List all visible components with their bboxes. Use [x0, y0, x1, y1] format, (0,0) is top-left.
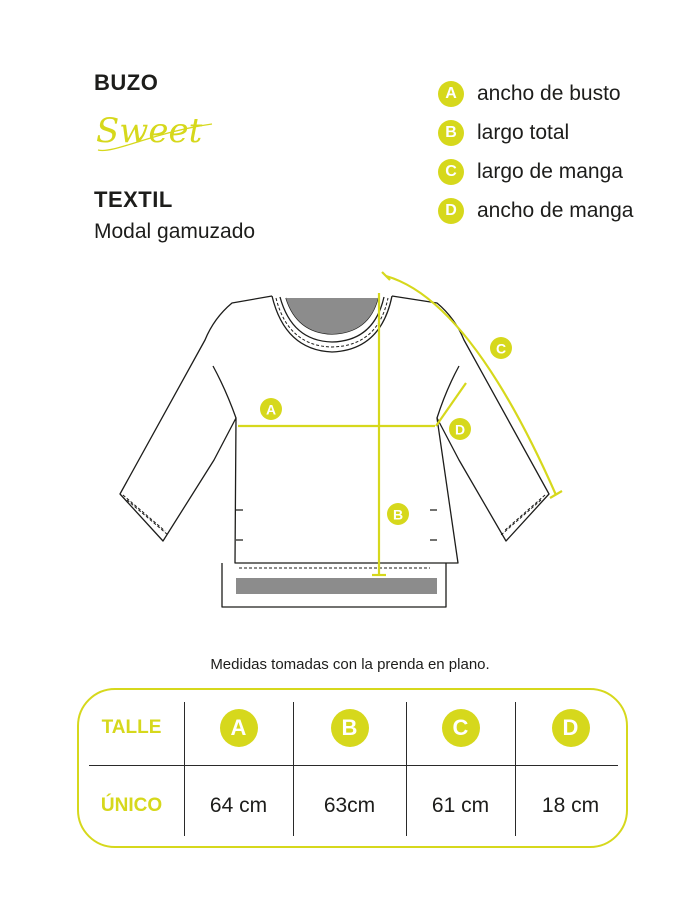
letter-badge-icon: D	[552, 709, 590, 747]
model-name-text: Sweet	[96, 111, 203, 151]
legend-item	[438, 74, 633, 113]
legend-label: largo de manga	[477, 159, 623, 183]
value-c: 61 cm	[431, 793, 490, 817]
measurement-legend	[438, 74, 633, 230]
legend-item	[438, 152, 633, 191]
marker-b	[387, 503, 409, 525]
legend-label: ancho de manga	[477, 198, 634, 222]
column-header	[293, 690, 406, 765]
measurement-lines	[238, 272, 562, 575]
svg-text:B: B	[392, 506, 404, 523]
column-header	[184, 690, 293, 765]
svg-text:D: D	[454, 421, 466, 438]
letter-badge-icon: A	[220, 709, 258, 747]
garment-diagram	[0, 260, 700, 620]
legend-item	[438, 191, 633, 230]
column-header	[406, 690, 515, 765]
legend-item	[438, 113, 633, 152]
value-d: 18 cm	[541, 793, 600, 817]
model-name-script	[94, 102, 224, 164]
hem-band	[236, 578, 437, 594]
value-b: 63cm	[323, 793, 376, 817]
talle-header: TALLE	[101, 716, 162, 738]
neck-lining	[286, 298, 378, 334]
size-label: ÚNICO	[100, 794, 163, 816]
letter-badge-icon: C	[438, 159, 464, 185]
value-a: 64 cm	[209, 793, 268, 817]
sweater-outline	[120, 296, 549, 607]
legend-label: largo total	[477, 120, 570, 144]
letter-badge-icon: C	[442, 709, 480, 747]
marker-c	[490, 337, 512, 359]
measurement-note: Medidas tomadas con la prenda en plano.	[210, 656, 490, 673]
letter-badge-icon: D	[438, 198, 464, 224]
letter-badge-icon: A	[438, 81, 464, 107]
marker-a	[260, 398, 282, 420]
fabric-heading: TEXTIL	[94, 187, 173, 212]
letter-badge-icon: B	[331, 709, 369, 747]
fabric-name: Modal gamuzado	[94, 220, 256, 243]
svg-text:A: A	[265, 401, 277, 418]
line-c	[386, 276, 556, 495]
column-header	[515, 690, 626, 765]
product-type: BUZO	[94, 70, 159, 95]
size-table	[77, 688, 628, 848]
letter-badge-icon: B	[438, 120, 464, 146]
svg-text:C: C	[495, 340, 507, 357]
marker-d	[449, 418, 471, 440]
legend-label: ancho de busto	[477, 81, 621, 105]
